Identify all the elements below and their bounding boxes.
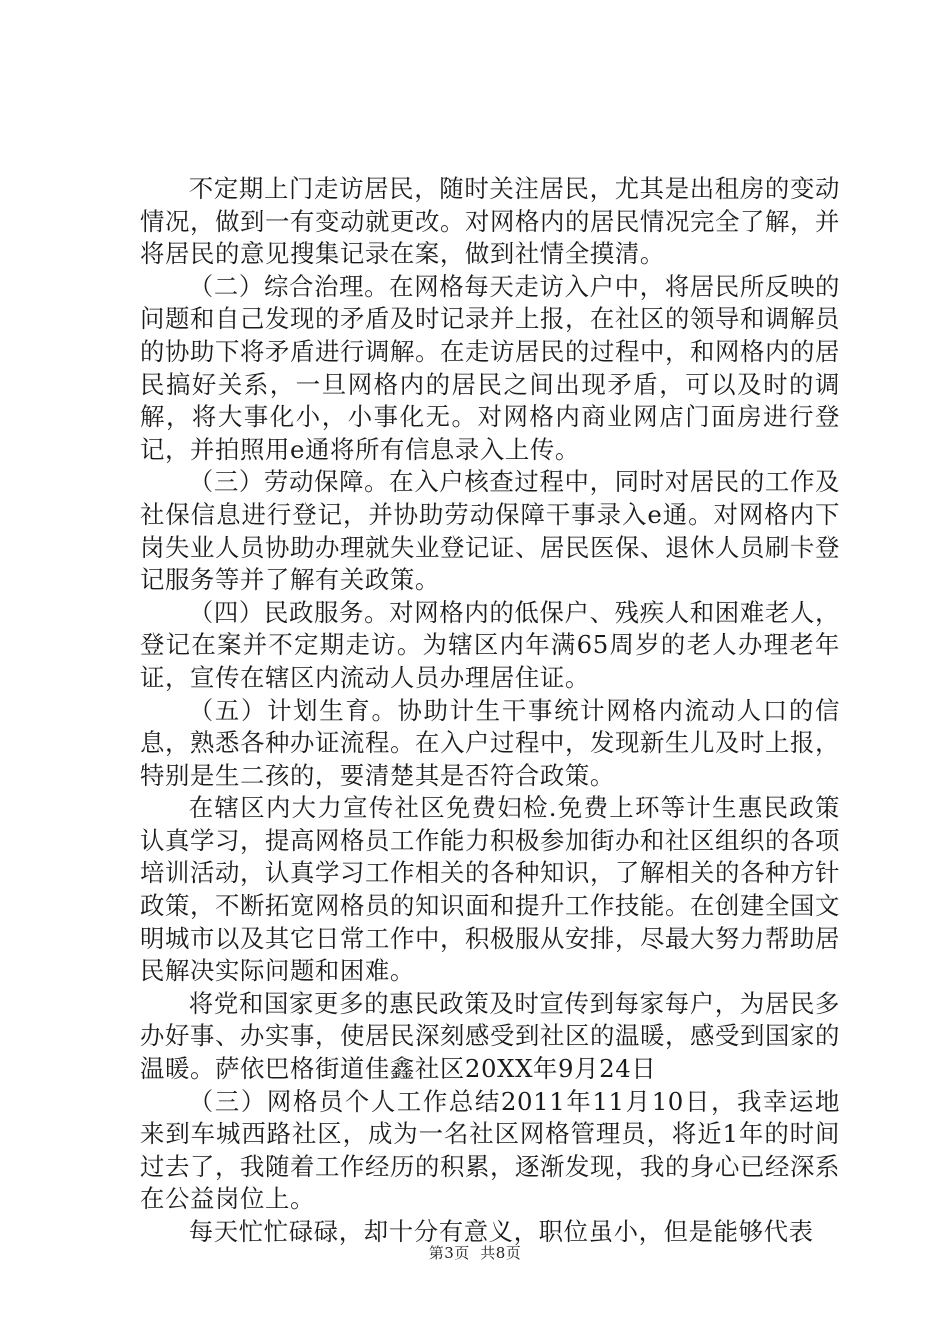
page-footer — [0, 1243, 950, 1263]
paragraph: 在辖区内大力宣传社区免费妇检.免费上环等计生惠民政策认真学习，提高网格员工作能力积极参加街办和社区组织的各项培训活动，认真学习工作相关的各种知识，了解相关的各种方针政策，不断拓宽网格员的知识面和提升工作技能。在创建全国文明城市以及其它日常工作中，积极服从安排，尽最大努力帮助居民解决实际问题和困难。 — [140, 793, 840, 986]
paragraph: （四）民政服务。对网格内的低保户、残疾人和困难老人，登记在案并不定期走访。为辖区内年满65周岁的老人办理老年证，宣传在辖区内流动人员办理居住证。 — [140, 597, 840, 692]
document-body — [140, 173, 840, 1249]
page-number: 第3页 共8页 — [428, 1244, 522, 1262]
paragraph: （三）劳动保障。在入户核查过程中，同时对居民的工作及社保信息进行登记，并协助劳动保障干事录入e通。对网格内下岗失业人员协助办理就失业登记证、居民医保、退休人员刷卡登记服务等并了解有关政策。 — [140, 467, 840, 595]
paragraph: 不定期上门走访居民，随时关注居民，尤其是出租房的变动情况，做到一有变动就更改。对网格内的居民情况完全了解，并将居民的意见搜集记录在案，做到社情全摸清。 — [140, 174, 840, 269]
paragraph: （三）网格员个人工作总结2011年11月10日，我幸运地来到车城西路社区，成为一名社区网格管理员，将近1年的时间过去了，我随着工作经历的积累，逐渐发现，我的身心已经深系在公益岗位上。 — [140, 1086, 840, 1214]
paragraph: 将党和国家更多的惠民政策及时宣传到每家每户，为居民多办好事、办实事，使居民深刻感受到社区的温暖，感受到国家的温暖。萨依巴格街道佳鑫社区20XX年9月24日 — [140, 988, 840, 1084]
paragraph: （二）综合治理。在网格每天走访入户中，将居民所反映的问题和自己发现的矛盾及时记录并上报，在社区的领导和调解员的协助下将矛盾进行调解。在走访居民的过程中，和网格内的居民搞好关系，一旦网格内的居民之间出现矛盾，可以及时的调解，将大事化小，小事化无。对网格内商业网店门面房进行登记，并拍照用e通将所有信息录入上传。 — [140, 271, 840, 464]
paragraph: 每天忙忙碌碌，却十分有意义，职位虽小，但是能够代表 — [188, 1217, 814, 1246]
paragraph: （五）计划生育。协助计生干事统计网格内流动人口的信息，熟悉各种办证流程。在入户过程中，发现新生儿及时上报，特别是生二孩的，要清楚其是否符合政策。 — [140, 695, 840, 790]
